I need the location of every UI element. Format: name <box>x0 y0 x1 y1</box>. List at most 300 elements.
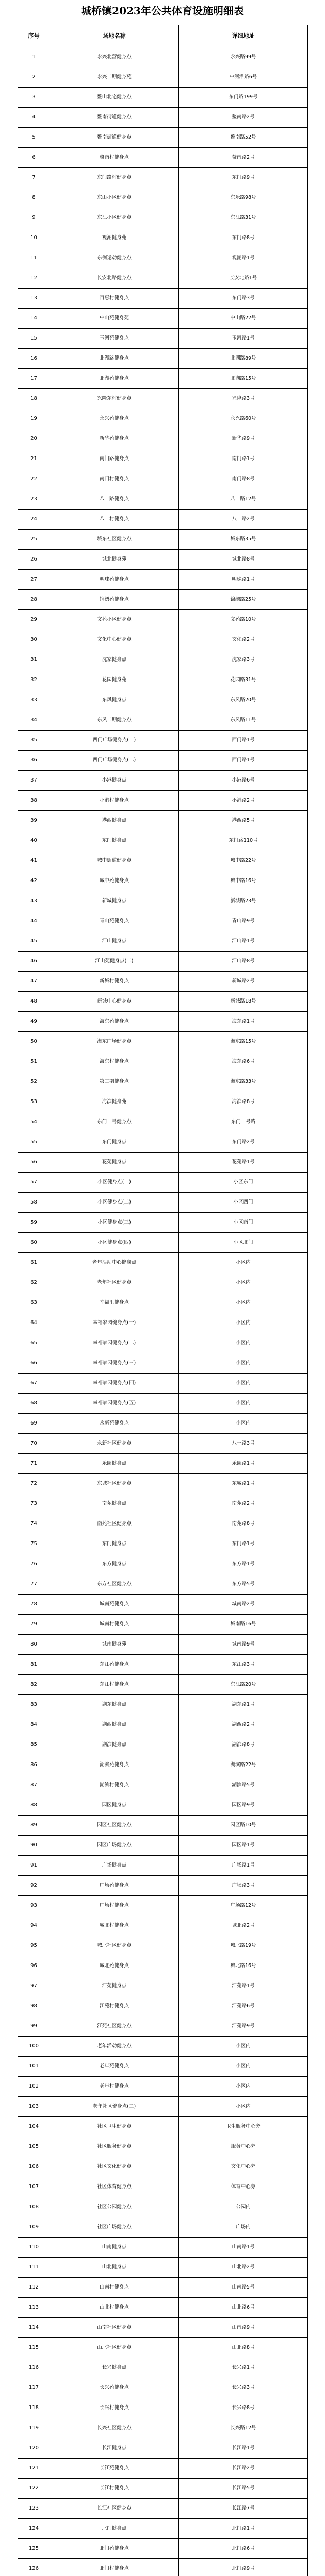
row-name: 鳌南街道健身点 <box>50 108 179 128</box>
row-name: 永新苑健身点 <box>50 1414 179 1434</box>
table-row <box>18 208 308 228</box>
table-row <box>18 831 308 851</box>
row-seq: 93 <box>18 1896 50 1916</box>
row-seq: 18 <box>18 389 50 409</box>
row-address: 城北路16号 <box>179 1956 308 1976</box>
table-row <box>18 409 308 429</box>
row-address: 小区内 <box>179 1333 308 1353</box>
row-address: 山南路9号 <box>179 2318 308 2338</box>
table-row <box>18 309 308 329</box>
table-row <box>18 952 308 972</box>
row-name: 湖滨健身点 <box>50 1735 179 1755</box>
row-address: 东门路110号 <box>179 831 308 851</box>
row-name: 山北健身点 <box>50 2258 179 2278</box>
row-seq: 53 <box>18 1092 50 1112</box>
row-address: 玉河路1号 <box>179 329 308 349</box>
row-address: 乐园路1号 <box>179 1454 308 1474</box>
table-row <box>18 188 308 208</box>
row-name: 永新社区健身点 <box>50 1434 179 1454</box>
row-name: 山南社区健身点 <box>50 2318 179 2338</box>
table-row <box>18 289 308 309</box>
row-address: 小区内 <box>179 1414 308 1434</box>
row-seq: 99 <box>18 2016 50 2037</box>
row-name: 城北苑健身点 <box>50 1956 179 1976</box>
table-row <box>18 1976 308 1996</box>
row-address: 南苑路8号 <box>179 1514 308 1534</box>
row-name: 江苑村健身点 <box>50 1996 179 2016</box>
row-address: 山北路2号 <box>179 2258 308 2278</box>
row-seq: 111 <box>18 2258 50 2278</box>
row-seq: 102 <box>18 2077 50 2097</box>
row-name: 兴隆东村健身点 <box>50 389 179 409</box>
row-seq: 107 <box>18 2177 50 2197</box>
table-row <box>18 911 308 931</box>
row-name: 江苑健身点 <box>50 1976 179 1996</box>
row-address: 鳌南路2号 <box>179 108 308 128</box>
table-row <box>18 2338 308 2358</box>
row-seq: 38 <box>18 791 50 811</box>
row-seq: 35 <box>18 731 50 751</box>
row-address: 新城路2号 <box>179 972 308 992</box>
row-seq: 105 <box>18 2137 50 2157</box>
row-name: 老年社区健身点 <box>50 1273 179 1293</box>
row-name: 长江健身点 <box>50 2438 179 2459</box>
table-row <box>18 1836 308 1856</box>
row-seq: 12 <box>18 268 50 289</box>
row-address: 兴隆路3号 <box>179 389 308 409</box>
row-seq: 30 <box>18 630 50 650</box>
row-name: 江山健身点 <box>50 931 179 952</box>
row-seq: 78 <box>18 1595 50 1615</box>
row-name: 西门广场健身点(二) <box>50 751 179 771</box>
table-row <box>18 690 308 710</box>
row-seq: 15 <box>18 329 50 349</box>
table-row <box>18 1112 308 1132</box>
row-name: 新城健身点 <box>50 891 179 911</box>
table-row <box>18 2378 308 2398</box>
row-name: 海东村健身点 <box>50 1052 179 1072</box>
row-name: 东方健身点 <box>50 1554 179 1574</box>
row-address: 湖滨路5号 <box>179 1775 308 1795</box>
row-seq: 90 <box>18 1836 50 1856</box>
row-name: 社区文化健身点 <box>50 2157 179 2177</box>
table-row <box>18 449 308 469</box>
table-row <box>18 2157 308 2177</box>
row-address: 小区内 <box>179 1374 308 1394</box>
table-row <box>18 1615 308 1635</box>
row-name: 观潮健身苑 <box>50 228 179 248</box>
table-row <box>18 1374 308 1394</box>
table-row <box>18 510 308 530</box>
row-address: 东门路3号 <box>179 289 308 309</box>
row-seq: 85 <box>18 1735 50 1755</box>
row-address: 文化中心旁 <box>179 2157 308 2177</box>
table-row <box>18 248 308 268</box>
row-seq: 23 <box>18 489 50 510</box>
row-name: 新华苑健身点 <box>50 429 179 449</box>
table-row <box>18 148 308 168</box>
table-row <box>18 128 308 148</box>
row-address: 小区西门 <box>179 1193 308 1213</box>
table-row <box>18 1896 308 1916</box>
row-address: 小区北门 <box>179 1233 308 1253</box>
row-seq: 45 <box>18 931 50 952</box>
table-row <box>18 1233 308 1253</box>
row-name: 老年苑健身点 <box>50 2057 179 2077</box>
row-address: 湖滨路22号 <box>179 1755 308 1775</box>
row-address: 小区内 <box>179 1253 308 1273</box>
row-address: 东乐路98号 <box>179 188 308 208</box>
row-name: 南门村健身点 <box>50 469 179 489</box>
table-row <box>18 1956 308 1976</box>
table-row <box>18 1454 308 1474</box>
row-seq: 73 <box>18 1494 50 1514</box>
row-address: 小港路6号 <box>179 771 308 791</box>
row-name: 沈家健身点 <box>50 650 179 670</box>
row-address: 园区路9号 <box>179 1795 308 1816</box>
row-seq: 49 <box>18 1012 50 1032</box>
table-row <box>18 108 308 128</box>
row-address: 山南路1号 <box>179 2238 308 2258</box>
table-row <box>18 871 308 891</box>
row-name: 东风健身点 <box>50 690 179 710</box>
row-name: 城东社区健身点 <box>50 530 179 550</box>
row-address: 长兴路3号 <box>179 2378 308 2398</box>
table-row <box>18 2539 308 2559</box>
table-row <box>18 1072 308 1092</box>
row-address: 湖西路2号 <box>179 1715 308 1735</box>
table-row <box>18 489 308 510</box>
row-name: 八一村健身点 <box>50 510 179 530</box>
row-seq: 43 <box>18 891 50 911</box>
table-row <box>18 610 308 630</box>
table-row <box>18 710 308 731</box>
row-address: 小区内 <box>179 2097 308 2117</box>
table-row <box>18 2037 308 2057</box>
row-address: 永兴路60号 <box>179 409 308 429</box>
row-name: 小区健身点(三) <box>50 1213 179 1233</box>
table-row <box>18 1394 308 1414</box>
row-address: 观潮路1号 <box>179 248 308 268</box>
row-name: 第二期健身点 <box>50 1072 179 1092</box>
row-address: 东方路5号 <box>179 1574 308 1595</box>
table-row <box>18 1132 308 1153</box>
row-seq: 70 <box>18 1434 50 1454</box>
row-seq: 41 <box>18 851 50 871</box>
row-seq: 1 <box>18 47 50 67</box>
row-seq: 80 <box>18 1635 50 1655</box>
table-row <box>18 1916 308 1936</box>
row-address: 锦绣路25号 <box>179 590 308 610</box>
row-seq: 62 <box>18 1273 50 1293</box>
row-name: 文化中心健身点 <box>50 630 179 650</box>
row-seq: 39 <box>18 811 50 831</box>
row-seq: 120 <box>18 2438 50 2459</box>
row-address: 湖东路1号 <box>179 1695 308 1715</box>
row-name: 社区卫生健身点 <box>50 2117 179 2137</box>
row-address: 东城路1号 <box>179 1474 308 1494</box>
row-seq: 96 <box>18 1956 50 1976</box>
table-row <box>18 2459 308 2479</box>
row-seq: 56 <box>18 1153 50 1173</box>
row-name: 长兴苑健身点 <box>50 2378 179 2398</box>
row-seq: 60 <box>18 1233 50 1253</box>
row-seq: 86 <box>18 1755 50 1775</box>
row-name: 小港村健身点 <box>50 791 179 811</box>
row-address: 城南路16号 <box>179 1615 308 1635</box>
row-seq: 10 <box>18 228 50 248</box>
row-seq: 77 <box>18 1574 50 1595</box>
row-seq: 84 <box>18 1715 50 1735</box>
row-address: 港西路5号 <box>179 811 308 831</box>
row-name: 长江苑健身点 <box>50 2459 179 2479</box>
row-seq: 72 <box>18 1474 50 1494</box>
row-address: 海东路15号 <box>179 1032 308 1052</box>
table-row <box>18 2177 308 2197</box>
row-address: 鳌南路2号 <box>179 148 308 168</box>
table-row <box>18 1273 308 1293</box>
row-name: 湖滨苑健身点 <box>50 1755 179 1775</box>
row-seq: 37 <box>18 771 50 791</box>
table-row <box>18 1293 308 1313</box>
table-row <box>18 1936 308 1956</box>
row-address: 小区内 <box>179 1353 308 1374</box>
row-seq: 19 <box>18 409 50 429</box>
row-address: 小区内 <box>179 1273 308 1293</box>
table-row <box>18 1635 308 1655</box>
table-row <box>18 1554 308 1574</box>
table-row <box>18 570 308 590</box>
row-seq: 27 <box>18 570 50 590</box>
row-seq: 36 <box>18 751 50 771</box>
row-seq: 44 <box>18 911 50 931</box>
table-row <box>18 1675 308 1695</box>
table-row <box>18 1514 308 1534</box>
row-name: 文苑小区健身点 <box>50 610 179 630</box>
row-address: 城南路2号 <box>179 1595 308 1615</box>
row-seq: 28 <box>18 590 50 610</box>
row-seq: 46 <box>18 952 50 972</box>
row-seq: 79 <box>18 1615 50 1635</box>
table-row <box>18 349 308 369</box>
row-address: 中山路22号 <box>179 309 308 329</box>
row-name: 小区健身点(四) <box>50 1233 179 1253</box>
table-row <box>18 1333 308 1353</box>
table-row <box>18 2358 308 2378</box>
row-name: 北湖路健身点 <box>50 349 179 369</box>
table-row <box>18 1735 308 1755</box>
row-seq: 124 <box>18 2519 50 2539</box>
table-row <box>18 931 308 952</box>
row-name: 山南村健身点 <box>50 2278 179 2298</box>
row-seq: 2 <box>18 67 50 88</box>
row-address: 鳌南路52号 <box>179 128 308 148</box>
row-address: 城中路22号 <box>179 851 308 871</box>
row-name: 长兴社区健身点 <box>50 2418 179 2438</box>
row-address: 海东路6号 <box>179 1052 308 1072</box>
row-name: 山北村健身点 <box>50 2298 179 2318</box>
row-name: 老年社区健身点(二) <box>50 2097 179 2117</box>
row-name: 城南苑健身点 <box>50 1595 179 1615</box>
row-name: 鳌南村健身点 <box>50 148 179 168</box>
row-seq: 9 <box>18 208 50 228</box>
row-address: 文化路2号 <box>179 630 308 650</box>
row-seq: 92 <box>18 1876 50 1896</box>
table-row <box>18 47 308 67</box>
row-name: 南门路健身点 <box>50 449 179 469</box>
table-row <box>18 1775 308 1795</box>
row-seq: 122 <box>18 2479 50 2499</box>
row-seq: 58 <box>18 1193 50 1213</box>
row-seq: 25 <box>18 530 50 550</box>
row-address: 明珠路1号 <box>179 570 308 590</box>
row-seq: 108 <box>18 2197 50 2217</box>
row-seq: 26 <box>18 550 50 570</box>
row-address: 城北路8号 <box>179 550 308 570</box>
row-name: 幸福家园健身点(三) <box>50 1353 179 1374</box>
table-row <box>18 2238 308 2258</box>
row-seq: 63 <box>18 1293 50 1313</box>
header-seq: 序号 <box>18 25 50 47</box>
table-row <box>18 2097 308 2117</box>
row-name: 老年活动健身点 <box>50 2037 179 2057</box>
row-address: 江苑路9号 <box>179 2016 308 2037</box>
row-address: 东门一号路 <box>179 1112 308 1132</box>
row-seq: 6 <box>18 148 50 168</box>
table-row <box>18 1434 308 1454</box>
row-address: 沈家路3号 <box>179 650 308 670</box>
row-address: 园区路10号 <box>179 1816 308 1836</box>
table-row <box>18 67 308 88</box>
row-name: 海东广场健身点 <box>50 1032 179 1052</box>
row-seq: 83 <box>18 1695 50 1715</box>
row-address: 南苑路2号 <box>179 1494 308 1514</box>
row-name: 广场健身点 <box>50 1856 179 1876</box>
table-row <box>18 891 308 911</box>
table-row <box>18 530 308 550</box>
row-name: 山南健身点 <box>50 2238 179 2258</box>
row-name: 永兴北营健身点 <box>50 47 179 67</box>
table-row <box>18 1474 308 1494</box>
row-seq: 31 <box>18 650 50 670</box>
row-name: 城南村健身点 <box>50 1615 179 1635</box>
row-name: 南苑社区健身点 <box>50 1514 179 1534</box>
table-row <box>18 1032 308 1052</box>
row-seq: 4 <box>18 108 50 128</box>
row-seq: 89 <box>18 1816 50 1836</box>
row-address: 新城路18号 <box>179 992 308 1012</box>
table-row <box>18 2057 308 2077</box>
row-seq: 47 <box>18 972 50 992</box>
row-address: 小区东门 <box>179 1173 308 1193</box>
table-row <box>18 369 308 389</box>
row-name: 八一路健身点 <box>50 489 179 510</box>
row-name: 永兴二期健身苑 <box>50 67 179 88</box>
row-address: 服务中心旁 <box>179 2137 308 2157</box>
table-row <box>18 2479 308 2499</box>
row-name: 花苑健身点 <box>50 1153 179 1173</box>
row-name: 湖滨村健身点 <box>50 1775 179 1795</box>
row-seq: 42 <box>18 871 50 891</box>
table-row <box>18 2519 308 2539</box>
row-name: 中山苑健身苑 <box>50 309 179 329</box>
row-name: 幸福家园健身点(二) <box>50 1333 179 1353</box>
row-address: 花苑路1号 <box>179 1153 308 1173</box>
table-row <box>18 2318 308 2338</box>
table-row <box>18 429 308 449</box>
row-seq: 82 <box>18 1675 50 1695</box>
row-address: 西门路1号 <box>179 751 308 771</box>
row-name: 小区健身点(二) <box>50 1193 179 1213</box>
row-name: 社区体育健身点 <box>50 2177 179 2197</box>
row-address: 海东路33号 <box>179 1072 308 1092</box>
row-address: 山北路6号 <box>179 2298 308 2318</box>
row-address: 东方路1号 <box>179 1554 308 1574</box>
table-row <box>18 1253 308 1273</box>
table-row <box>18 1353 308 1374</box>
row-name: 东城社区健身点 <box>50 1474 179 1494</box>
table-row <box>18 2137 308 2157</box>
row-address: 长兴路12号 <box>179 2418 308 2438</box>
row-address: 长安北路1号 <box>179 268 308 289</box>
row-name: 城北村健身点 <box>50 1916 179 1936</box>
row-address: 东江路3号 <box>179 1655 308 1675</box>
row-seq: 59 <box>18 1213 50 1233</box>
row-name: 新城中心健身点 <box>50 992 179 1012</box>
row-name: 城北社区健身点 <box>50 1936 179 1956</box>
row-seq: 65 <box>18 1333 50 1353</box>
row-address: 东门路8号 <box>179 228 308 248</box>
table-row <box>18 1414 308 1434</box>
row-name: 南苑健身点 <box>50 1494 179 1514</box>
row-address: 八一路12号 <box>179 489 308 510</box>
table-row <box>18 771 308 791</box>
row-address: 长江路1号 <box>179 2438 308 2459</box>
row-name: 东江小区健身点 <box>50 208 179 228</box>
row-seq: 119 <box>18 2418 50 2438</box>
row-address: 东风路20号 <box>179 690 308 710</box>
row-address: 花园路31号 <box>179 670 308 690</box>
row-name: 幸福家园健身点(一) <box>50 1313 179 1333</box>
row-seq: 116 <box>18 2358 50 2378</box>
row-address: 海滨路8号 <box>179 1092 308 1112</box>
row-seq: 48 <box>18 992 50 1012</box>
row-seq: 54 <box>18 1112 50 1132</box>
row-seq: 110 <box>18 2238 50 2258</box>
table-row <box>18 228 308 248</box>
row-seq: 100 <box>18 2037 50 2057</box>
row-address: 湖滨路8号 <box>179 1735 308 1755</box>
row-name: 山北社区健身点 <box>50 2338 179 2358</box>
row-seq: 64 <box>18 1313 50 1333</box>
row-name: 长兴村健身点 <box>50 2398 179 2418</box>
row-name: 永兴苑健身点 <box>50 409 179 429</box>
table-row <box>18 1213 308 1233</box>
row-address: 西门路1号 <box>179 731 308 751</box>
row-seq: 94 <box>18 1916 50 1936</box>
facilities-table <box>18 25 308 2576</box>
row-address: 体育中心旁 <box>179 2177 308 2197</box>
row-address: 小区南门 <box>179 1213 308 1233</box>
row-address: 小区内 <box>179 1293 308 1313</box>
row-address: 文苑路10号 <box>179 610 308 630</box>
row-name: 东门健身点 <box>50 1132 179 1153</box>
row-seq: 97 <box>18 1976 50 1996</box>
row-name: 园区健身点 <box>50 1795 179 1816</box>
table-row <box>18 751 308 771</box>
row-seq: 61 <box>18 1253 50 1273</box>
row-seq: 69 <box>18 1414 50 1434</box>
